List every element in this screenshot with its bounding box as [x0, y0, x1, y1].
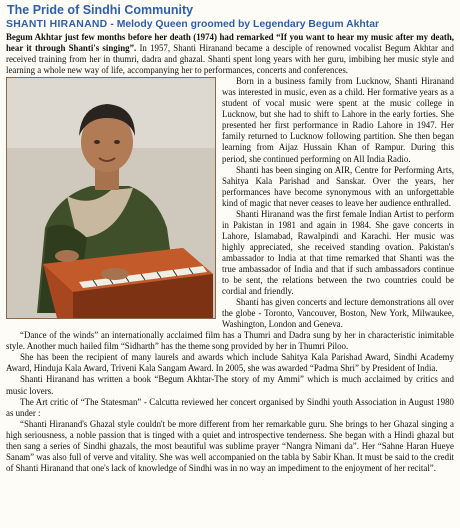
intro-paragraph [6, 32, 454, 76]
portrait-photo [6, 77, 216, 319]
headline [6, 19, 454, 31]
paragraph-review-intro: The Art critic of “The Statesman” - Calcutta reviewed her concert organised by Sindhi youth Association in August 1980 as under : [6, 396, 454, 418]
article-page [6, 3, 454, 522]
paragraph-performances: Shanti has been singing on AIR, Centre for Performing Arts, Sahitya Kala Parishad and Sanskar. Over the years, her performances have become synonymous with an unforgettable kind of magic that never ceases to leave her audience enthralled. [222, 164, 454, 208]
paragraph-awards: She has been the recipient of many laurels and awards which include Sahitya Kala Parishad Award, Sindhi Academy Award, Hinduja Kala Award, Triveni Kala Sangam Award. In 2005, she was awarded “Padma Shri” by President of India. [6, 352, 454, 374]
article-body [6, 32, 454, 474]
intro-text: In 1957, Shanti Hiranand became a desciple of renowned vocalist Begum Akhtar and received training from her in thumri, dadra and ghazal. Shanti spent long years with her guru, imbibing her music style and learning a whole new way of life, accompanying her to performances, concerts and conferences. [6, 43, 454, 76]
paragraph-review-quote: “Shanti Hiranand's Ghazal style couldn't be more different from her remarkable guru. She brings to her Ghazal singing a high seriousness, a noble passion that is tinged with a quiet and introspective tenderness. She began with a Hindi ghazal but then sang a series of Sindhi ghazals, the most beautiful was sublime prayer “Nangra Nimani da”. Her “Sahne Haran Hueye Sanam” was also full of verve and vitality. She was well accompanied on the tabla by Sabir Khan. It must be said to the credit of Shanti Hiranand that one's lack of knowledge of Sindhi was in no way an impediment to the enjoyment of her recital”. [6, 418, 454, 473]
paragraph-films: “Dance of the winds” an internationally acclaimed film has a Thumri and Dadra sung by her in characteristic inimitable style. Another much hailed film “Sidharth” has the theme song provided by her in Thumri Piloo. [6, 330, 454, 352]
paragraph-pakistan: Shanti Hiranand was the first female Indian Artist to perform in Pakistan in 1981 and again in 1984. She gave concerts in Lahore, Islamabad, Rawalpindi and Karachi. Her music was highly appreciated, she received standing ovation. Pakistan's ambassador to India at that time remarked that Shanti was the true ambassador of India and that if such ambassadors continue to be sent, the relations between the two countries could be cordial and friendly. [222, 208, 454, 297]
intro-quote: Begum Akhtar just few months before her death (1974) had remarked “If you want to hear my music after my death, hear it through Shanti's singing”. [6, 32, 454, 54]
paragraph-concerts: Shanti has given concerts and lecture demonstrations all over the globe - Toronto, Vancouver, Boston, New York, Milwaukee, Washington, London and Geneva. [222, 297, 454, 330]
headline-subtitle: - Melody Queen groomed by Legendary Begum Akhtar [110, 19, 380, 30]
paragraph-early-life: Born in a business family from Lucknow, Shanti Hiranand was interested in music, even as a child. Her formative years as a student of vocal music were spent at the music college in Lucknow, but she had to shift to Lahore in the early forties. She presented her first performance in Radio Lahore in 1947. Her family returned to Lucknow following partition. She then began learning from Aijaz Hussain Khan of Rampur. During this period, she continued performing on All India Radio. [222, 76, 454, 164]
headline-name: SHANTI HIRANAND [6, 19, 108, 30]
portrait-with-harmonium-icon [7, 78, 215, 318]
section-title: The Pride of Sindhi Community [7, 3, 194, 17]
paragraph-book: Shanti Hiranand has written a book “Begum Akhtar-The story of my Ammi” which is much acclaimed by critics and music lovers. [6, 374, 454, 396]
